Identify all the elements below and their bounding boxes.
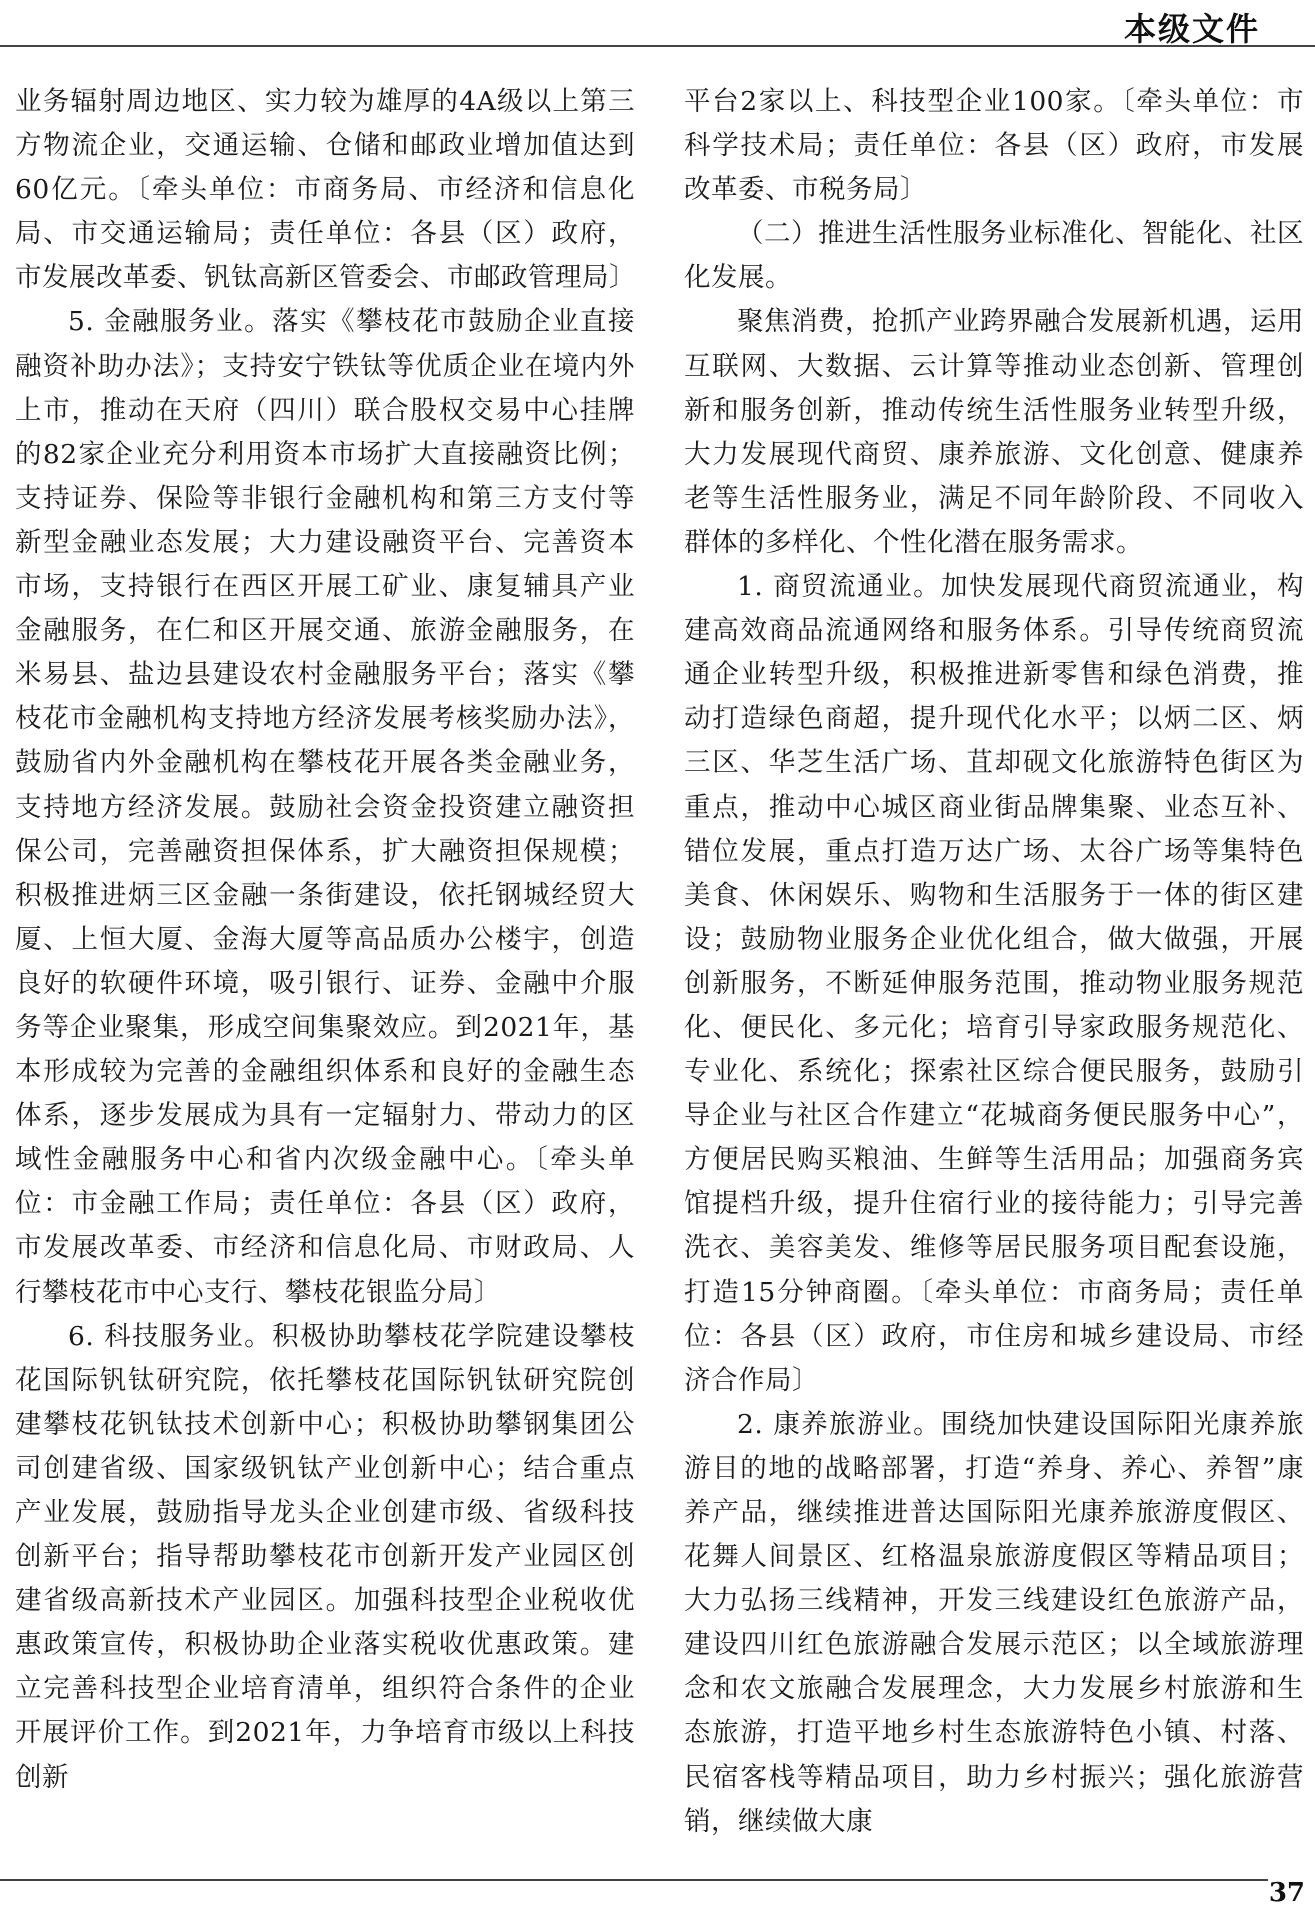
paragraph-tech-services: 6. 科技服务业。积极协助攀枝花学院建设攀枝花国际钒钛研究院，依托攀枝花国际钒钛研究院创建攀枝花钒钛技术创新中心；积极协助攀钢集团公司创建省级、国家级钒钛产业创新中心；结合重点产业发展，鼓励指导龙头企业创建市级、省级科技创新平台；指导帮助攀枝花市创新开发产业园区创建省级高新技术产业园区。加强科技型企业税收优惠政策宣传，积极协助企业落实税收优惠政策。建立完善科技型企业培育清单，组织符合条件的企业开展评价工作。到2021年，力争培育市级以上科技创新 [15, 1320, 635, 1793]
left-text-column [15, 80, 635, 1800]
paragraph-tech-services-continued: 平台2家以上、科技型企业100家。〔牵头单位：市科学技术局；责任单位：各县（区）政府，市发展改革委、市税务局〕 [684, 86, 1304, 206]
paragraph-financial-services: 5. 金融服务业。落实《攀枝花市鼓励企业直接融资补助办法》；支持安宁铁钛等优质企业在境内外上市，推动在天府（四川）联合股权交易中心挂牌的82家企业充分利用资本市场扩大直接融资比例；支持证券、保险等非银行金融机构和第三方支付等新型金融业态发展；大力建设融资平台、完善资本市场，支持银行在西区开展工矿业、康复辅具产业金融服务，在仁和区开展交通、旅游金融服务，在米易县、盐边县建设农村金融服务平台；落实《攀枝花市金融机构支持地方经济发展考核奖励办法》，鼓励省内外金融机构在攀枝花开展各类金融业务，支持地方经济发展。鼓励社会资金投资建立融资担保公司，完善融资担保体系，扩大融资担保规模；积极推进炳三区金融一条街建设，依托钢城经贸大厦、上恒大厦、金海大厦等高品质办公楼宇，创造良好的软硬件环境，吸引银行、证券、金融中介服务等企业聚集，形成空间集聚效应。到2021年，基本形成较为完善的金融组织体系和良好的金融生态体系，逐步发展成为具有一定辐射力、带动力的区域性金融服务中心和省内次级金融中心。〔牵头单位：市金融工作局；责任单位：各县（区）政府，市发展改革委、市经济和信息化局、市财政局、人行攀枝花市中心支行、攀枝花银监分局〕 [15, 306, 635, 1308]
page-number: 37 [1268, 1878, 1305, 1908]
paragraph-health-tourism: 2. 康养旅游业。围绕加快建设国际阳光康养旅游目的地的战略部署，打造“养身、养心、养智”康养产品，继续推进普达国际阳光康养旅游度假区、花舞人间景区、红格温泉旅游度假区等精品项目；大力弘扬三线精神，开发三线建设红色旅游产品，建设四川红色旅游融合发展示范区；以全域旅游理念和农文旅融合发展理念，大力发展乡村旅游和生态旅游，打造平地乡村生态旅游特色小镇、村落、民宿客栈等精品项目，助力乡村振兴；强化旅游营销，继续做大康 [684, 1408, 1304, 1837]
paragraph-commerce-circulation: 1. 商贸流通业。加快发展现代商贸流通业，构建高效商品流通网络和服务体系。引导传统商贸流通企业转型升级，积极推进新零售和绿色消费，推动打造绿色商超，提升现代化水平；以炳二区、炳三区、华芝生活广场、苴却砚文化旅游特色街区为重点，推动中心城区商业街品牌集聚、业态互补、错位发展，重点打造万达广场、太谷广场等集特色美食、休闲娱乐、购物和生活服务于一体的街区建设；鼓励物业服务企业优化组合，做大做强，开展创新服务，不断延伸服务范围，推动物业服务规范化、便民化、多元化；培育引导家政服务规范化、专业化、系统化；探索社区综合便民服务，鼓励引导企业与社区合作建立“花城商务便民服务中心”，方便居民购买粮油、生鲜等生活用品；加强商务宾馆提档升级，提升住宿行业的接待能力；引导完善洗衣、美容美发、维修等居民服务项目配套设施，打造15分钟商圈。〔牵头单位：市商务局；责任单位：各县（区）政府，市住房和城乡建设局、市经济合作局〕 [684, 571, 1304, 1396]
paragraph-consumer-services-intro: 聚焦消费，抢抓产业跨界融合发展新机遇，运用互联网、大数据、云计算等推动业态创新、管理创新和服务创新，推动传统生活性服务业转型升级，大力发展现代商贸、康养旅游、文化创意、健康养老等生活性服务业，满足不同年龄阶段、不同收入群体的多样化、个性化潜在服务需求。 [684, 306, 1304, 558]
header-divider [0, 45, 1315, 47]
section-header-title: 本级文件 [1123, 10, 1260, 48]
section-subheading: （二）推进生活性服务业标准化、智能化、社区化发展。 [684, 218, 1304, 294]
paragraph-logistics-continued: 业务辐射周边地区、实力较为雄厚的4A级以上第三方物流企业，交通运输、仓储和邮政业增加值达到60亿元。〔牵头单位：市商务局、市经济和信息化局、市交通运输局；责任单位：各县（区）政府，市发展改革委、钒钛高新区管委会、市邮政管理局〕 [15, 86, 636, 294]
footer-divider [0, 1879, 1268, 1881]
right-text-column [684, 80, 1304, 1844]
